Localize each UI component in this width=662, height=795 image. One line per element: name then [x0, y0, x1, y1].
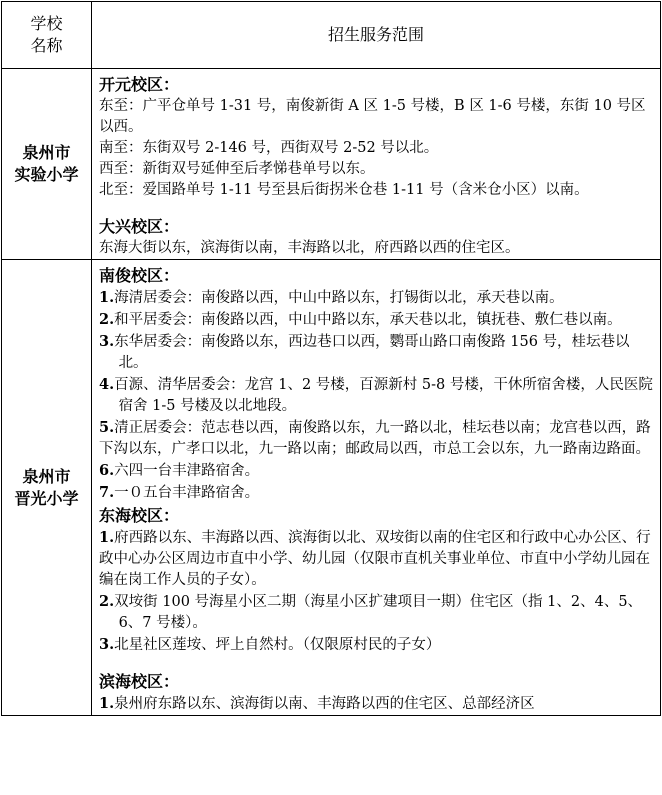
range-cell-shiyan — [92, 69, 661, 260]
school-name-line1: 泉州市 — [22, 143, 71, 162]
school-name-header — [2, 2, 92, 69]
range-line: 东至：广平仓单号 1-31 号，南俊新街 A 区 1-5 号楼，B 区 1-6 号楼，东街 10 号区以西。 — [99, 98, 646, 135]
item-text: 泉州府东路以东、滨海街以南、丰海路以西的住宅区、总部经济区 — [114, 696, 535, 712]
item-number: 7. — [99, 484, 115, 501]
school-name-jinguang — [2, 260, 92, 716]
item-number: 3. — [99, 333, 115, 350]
item-number: 3. — [99, 636, 115, 653]
list-item — [99, 482, 654, 504]
campus-title-binhai: 滨海校区： — [99, 672, 180, 691]
campus-title-nanjun: 南俊校区： — [99, 266, 180, 285]
item-number: 6. — [99, 462, 115, 479]
campus-title-daxing: 大兴校区： — [99, 217, 180, 236]
item-number: 1. — [99, 529, 115, 546]
school-name-header-line1: 学校 — [30, 14, 63, 33]
list-item — [99, 527, 654, 591]
school-name-line2: 晋光小学 — [14, 488, 79, 508]
range-line: 北至：爱国路单号 1-11 号至县后街拐米仓巷 1-11 号（含米仓小区）以南。 — [99, 182, 589, 198]
school-name-line1: 泉州市 — [22, 466, 71, 486]
header-row — [2, 2, 661, 69]
item-text: 清正居委会：范志巷以西，南俊路以东，九一路以北，桂坛巷以南；龙宫巷以西，路下沟以东，广孝口以北，九一路以南；邮政局以西，市总工会以东，九一路南边路面。 — [99, 420, 651, 457]
item-text: 东华居委会：南俊路以东，西边巷口以西，鹦哥山路口南俊路 156 号，桂坛巷以北。 — [114, 334, 630, 371]
list-item — [99, 693, 654, 715]
campus-title-donghai: 东海校区： — [99, 506, 180, 525]
list-item — [99, 331, 654, 374]
range-line: 西至：新街双号延伸至后孝悌巷单号以东。 — [99, 161, 375, 177]
list-item — [99, 374, 654, 417]
item-number: 1. — [99, 695, 115, 712]
item-text: 府西路以东、丰海路以西、滨海街以北、双垵街以南的住宅区和行政中心办公区、行政中心办公区周边市直中小学、幼儿园（仅限市直机关事业单位、市直中小学幼儿园在编在岗工作人员的子女）。 — [99, 530, 651, 588]
school-row-shiyan — [2, 69, 661, 260]
list-item — [99, 460, 654, 482]
school-name-line2: 实验小学 — [14, 165, 79, 184]
school-name-shiyan — [2, 69, 92, 260]
enrollment-range-header: 招生服务范围 — [92, 2, 661, 69]
item-text: 一０五台丰津路宿舍。 — [114, 485, 260, 501]
item-text: 北星社区莲垵、坪上自然村。（仅限原村民的子女） — [114, 637, 441, 653]
school-name-header-line2: 名称 — [30, 36, 63, 55]
item-number: 2. — [99, 311, 115, 328]
campus-title-kaiyuan: 开元校区： — [99, 75, 180, 94]
item-text: 海清居委会：南俊路以西，中山中路以东，打锡街以北，承天巷以南。 — [114, 290, 564, 306]
item-text: 双垵街 100 号海星小区二期（海星小区扩建项目一期）住宅区（指 1、2、4、5、6、7 号楼）。 — [114, 594, 643, 631]
item-text: 百源、清华居委会：龙宫 1、2 号楼，百源新村 5-8 号楼，干休所宿舍楼，人民医院宿舍 1-5 号楼及以北地段。 — [114, 377, 653, 414]
list-item — [99, 634, 654, 656]
school-row-jinguang — [2, 260, 661, 716]
item-number: 5. — [99, 419, 115, 436]
item-number: 1. — [99, 289, 115, 306]
enrollment-table — [1, 1, 661, 716]
list-item — [99, 591, 654, 634]
range-cell-jinguang — [92, 260, 661, 716]
item-number: 4. — [99, 376, 115, 393]
item-number: 2. — [99, 593, 115, 610]
list-item — [99, 287, 654, 309]
item-text: 六四一台丰津路宿舍。 — [114, 463, 260, 479]
list-item — [99, 417, 654, 460]
range-line: 东海大街以东，滨海街以南，丰海路以北，府西路以西的住宅区。 — [99, 240, 520, 256]
range-line: 南至：东街双号 2-146 号，西街双号 2-52 号以北。 — [99, 140, 439, 156]
list-item — [99, 309, 654, 331]
item-text: 和平居委会：南俊路以西，中山中路以东，承天巷以北，镇抚巷、敷仁巷以南。 — [114, 312, 622, 328]
